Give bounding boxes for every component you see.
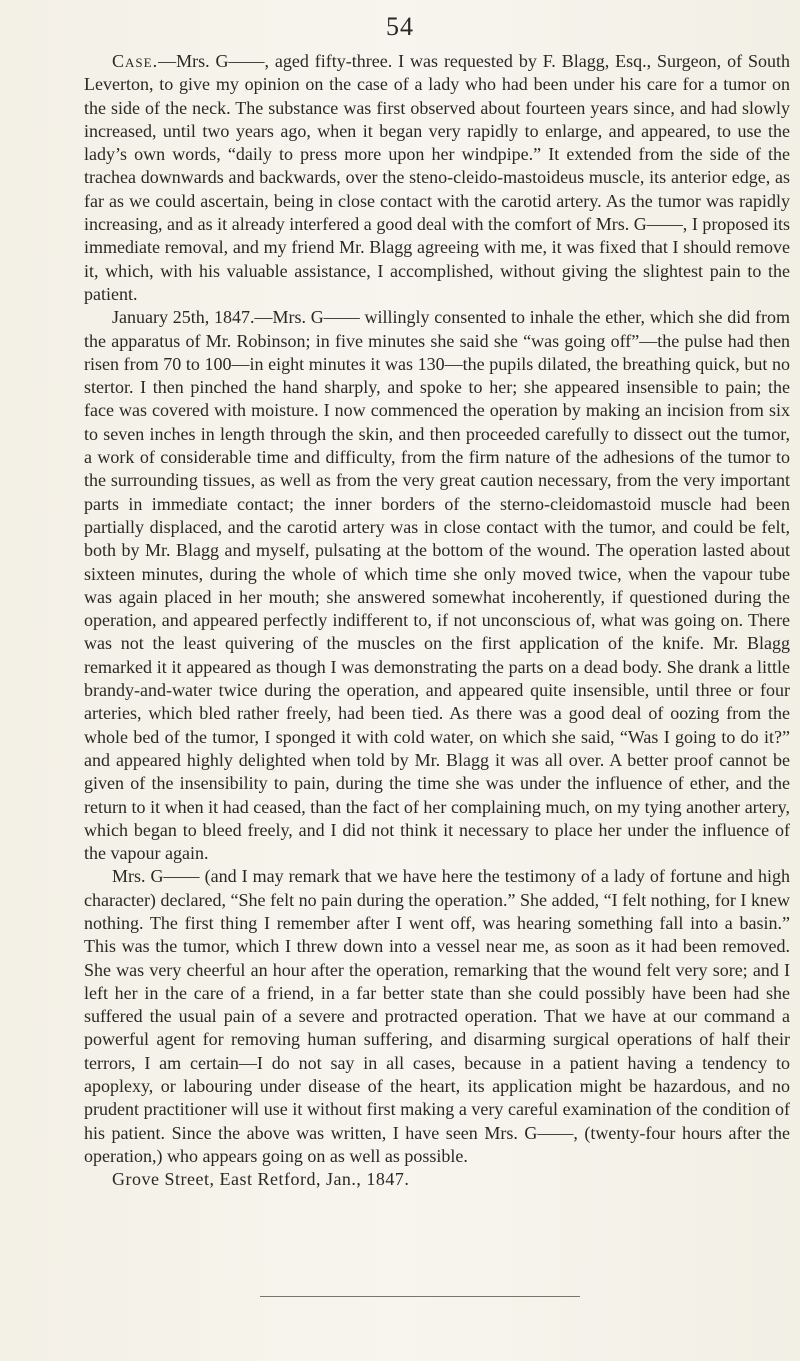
- footer-rule: [260, 1296, 580, 1297]
- page-number: 54: [386, 12, 414, 41]
- body-text: [84, 50, 790, 1192]
- paragraph-case-text: —Mrs. G——, aged fifty-three. I was requested by F. Blagg, Esq., Surgeon, of South Leverton, to give my opinion on the case of a lady who had been under his care for a tumor on the side of the neck. The substance was first observed about fourteen years since, and had slowly increased, until two years ago, when it began very rapidly to enlarge, and appeared, to use the lady’s own words, “daily to press more upon her windpipe.” It extended from the side of the trachea downwards and backwards, over the steno-cleido-mastoideus muscle, its anterior edge, as far as we could ascertain, being in close contact with the carotid artery. As the tumor was rapidly increasing, and as it already interfered a good deal with the comfort of Mrs. G——, I proposed its immediate removal, and my friend Mr. Blagg agreeing with me, it was fixed that I should remove it, which, with his valuable assistance, I accomplished, without giving the slightest pain to the patient.: [84, 51, 790, 304]
- case-label: Case.: [112, 51, 159, 71]
- paragraph-operation: January 25th, 1847.—Mrs. G—— willingly consented to inhale the ether, which she did from the apparatus of Mr. Robinson; in five minutes she said she “was going off”—the pulse had then risen from 70 to 100—in eight minutes it was 130—the pupils dilated, the breathing quick, but no stertor. I then pinched the hand sharply, and spoke to her; she appeared insensible to pain; the face was covered with moisture. I now commenced the operation by making an incision from six to seven inches in length through the skin, and then proceeded carefully to dissect out the tumor, a work of considerable time and difficulty, from the firm nature of the adhesions of the tumor to the surrounding tissues, as well as from the very great caution necessary, from the very important parts in immediate contact; the inner borders of the sterno-cleidomastoid muscle had been partially displaced, and the carotid artery was in close contact with the tumor, and could be felt, both by Mr. Blagg and myself, pulsating at the bottom of the wound. The operation lasted about sixteen minutes, during the whole of which time she only moved twice, when the vapour tube was again placed in her mouth; she answered somewhat incoherently, if questioned during the operation, and appeared perfectly indifferent to, if not unconscious of, what was going on. There was not the least quivering of the muscles on the first application of the knife. Mr. Blagg remarked it it appeared as though I was demonstrating the parts on a dead body. She drank a little brandy-and-water twice during the operation, and appeared quite insensible, until three or four arteries, which bled rather freely, had been tied. As there was a good deal of oozing from the whole bed of the tumor, I sponged it with cold water, on which she said, “Was I going to do it?” and appeared highly delighted when told by Mr. Blagg it was all over. A better proof cannot be given of the insensibility to pain, during the time she was under the influence of ether, and the return to it when it had ceased, than the fact of her complaining much, on my tying another artery, which began to bleed freely, and I did not think it necessary to place her under the influence of the vapour again.: [84, 307, 790, 864]
- paragraph-case: [84, 50, 790, 306]
- paragraph-testimony: Mrs. G—— (and I may remark that we have here the testimony of a lady of fortune and high character) declared, “She felt no pain during the operation.” She added, “I felt nothing, for I knew nothing. The first thing I remember after I went off, was hearing something fall into a basin.” This was the tumor, which I threw down into a vessel near me, as soon as it had been removed. She was very cheerful an hour after the operation, remarking that the wound felt very sore; and I left her in the care of a friend, in a far better state than she could possibly have been had she suffered the usual pain of a severe and protracted operation. That we have at our command a powerful agent for removing human suffering, and disarming surgical operations of half their terrors, I am certain—I do not say in all cases, because in a patient having a tendency to apoplexy, or labouring under disease of the heart, its application might be hazardous, and no prudent practitioner will use it without first making a very careful examination of the condition of his patient. Since the above was written, I have seen Mrs. G——, (twenty-four hours after the operation,) who appears going on as well as possible.: [84, 866, 790, 1166]
- signoff-line: Grove Street, East Retford, Jan., 1847.: [112, 1169, 410, 1190]
